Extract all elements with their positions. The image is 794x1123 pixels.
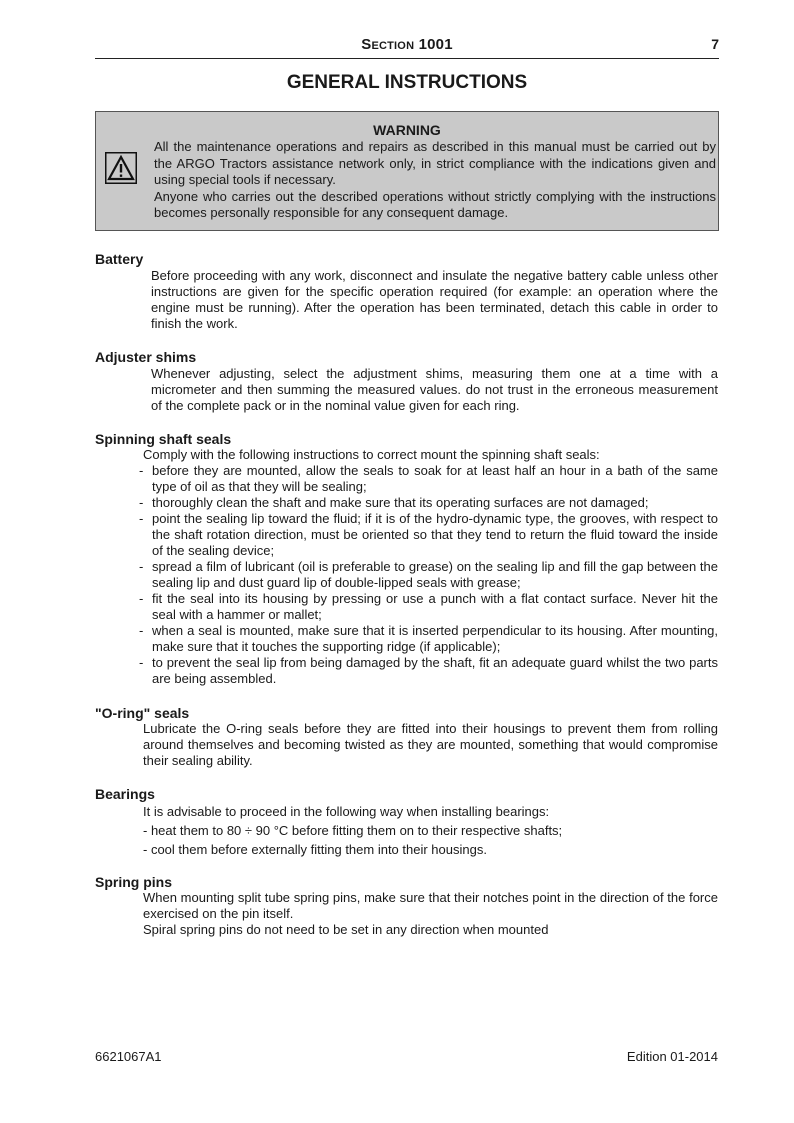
oring-body xyxy=(143,721,718,769)
list-item: - spread a film of lubricant (oil is preferable to grease) on the sealing lip and fill the gap between the sealing lip and dust guard lip of double-lipped seals with grease; xyxy=(139,559,718,590)
oring-heading: "O-ring" seals xyxy=(95,705,190,721)
warning-paragraph: Anyone who carries out the described operations without strictly complying with the instructions becomes personally responsible for any consequent damage. xyxy=(154,188,716,220)
page-number: 7 xyxy=(711,36,719,52)
list-item: - to prevent the seal lip from being damaged by the shaft, fit an adequate guard whilst the two parts are being assembled. xyxy=(139,655,718,686)
list-item: - thoroughly clean the shaft and make sure that its operating surfaces are not damaged; xyxy=(139,495,649,510)
list-item: - when a seal is mounted, make sure that it is inserted perpendicular to its housing. After mounting, make sure that it touches the supporting ridge (if applicable); xyxy=(139,623,718,654)
pins-text: When mounting split tube spring pins, make sure that their notches point in the direction of the force exercised on the pin itself. xyxy=(143,890,718,921)
warning-triangle-icon xyxy=(105,152,137,184)
pins-text: Spiral spring pins do not need to be set in any direction when mounted xyxy=(143,922,549,937)
oring-text: Lubricate the O-ring seals before they are fitted into their housings to prevent them from rolling around themselves and becoming twisted as they are mounted, something that would compromise their sealing ability. xyxy=(143,721,718,768)
seals-list xyxy=(139,463,718,687)
seals-heading: Spinning shaft seals xyxy=(95,431,232,447)
list-item: - point the sealing lip toward the fluid; if it is of the hydro-dynamic type, the grooves, with respect to the shaft rotation direction, must be oriented so that they tend to return the fluid toward the inside of the sealing device; xyxy=(139,511,718,558)
bearings-heading: Bearings xyxy=(95,786,155,802)
shims-heading: Adjuster shims xyxy=(95,349,197,365)
warning-text xyxy=(154,139,716,222)
warning-paragraph: All the maintenance operations and repairs as described in this manual must be carried out by the ARGO Tractors assistance network only, in strict compliance with the indications given and using special tools if necessary. xyxy=(154,139,716,187)
edition-label: Edition 01-2014 xyxy=(626,1049,718,1064)
shims-body xyxy=(151,366,718,414)
warning-box xyxy=(95,111,719,231)
shims-text: Whenever adjusting, select the adjustment shims, measuring them one at a time with a micrometer and then summing the measured values. do not trust in the erroneous measurement of the complete pack or in the nominal value given for each ring. xyxy=(151,366,718,413)
list-item: - cool them before externally fitting them into their housings. xyxy=(143,842,487,857)
bearings-intro: It is advisable to proceed in the following way when installing bearings: xyxy=(143,804,550,819)
list-item: - fit the seal into its housing by pressing or use a punch with a flat contact surface. Never hit the seal with a hammer or mallet; xyxy=(139,591,718,622)
page-header xyxy=(95,36,719,59)
warning-title: WARNING xyxy=(373,122,441,138)
battery-text: Before proceeding with any work, disconnect and insulate the negative battery cable unless other instructions are given for the specific operation required (for example: an operation where the engine must be running). After the operation has been terminated, detach this cable in order to finish the work. xyxy=(151,268,718,331)
battery-heading: Battery xyxy=(95,251,144,267)
list-item: - before they are mounted, allow the seals to soak for at least half an hour in a bath of the same type of oil as that they will be sealing; xyxy=(139,463,718,494)
seals-intro: Comply with the following instructions to correct mount the spinning shaft seals: xyxy=(143,447,600,462)
battery-body xyxy=(151,268,718,332)
page-title: GENERAL INSTRUCTIONS xyxy=(286,72,528,93)
bearings-body xyxy=(143,802,718,859)
pins-body xyxy=(143,890,718,938)
document-number: 6621067A1 xyxy=(95,1049,162,1064)
seals-body xyxy=(139,447,718,687)
section-label: Section 1001 xyxy=(361,36,453,53)
list-item: - heat them to 80 ÷ 90 °C before fitting them on to their respective shafts; xyxy=(143,823,563,838)
pins-heading: Spring pins xyxy=(95,874,172,890)
bearings-list xyxy=(143,821,718,859)
